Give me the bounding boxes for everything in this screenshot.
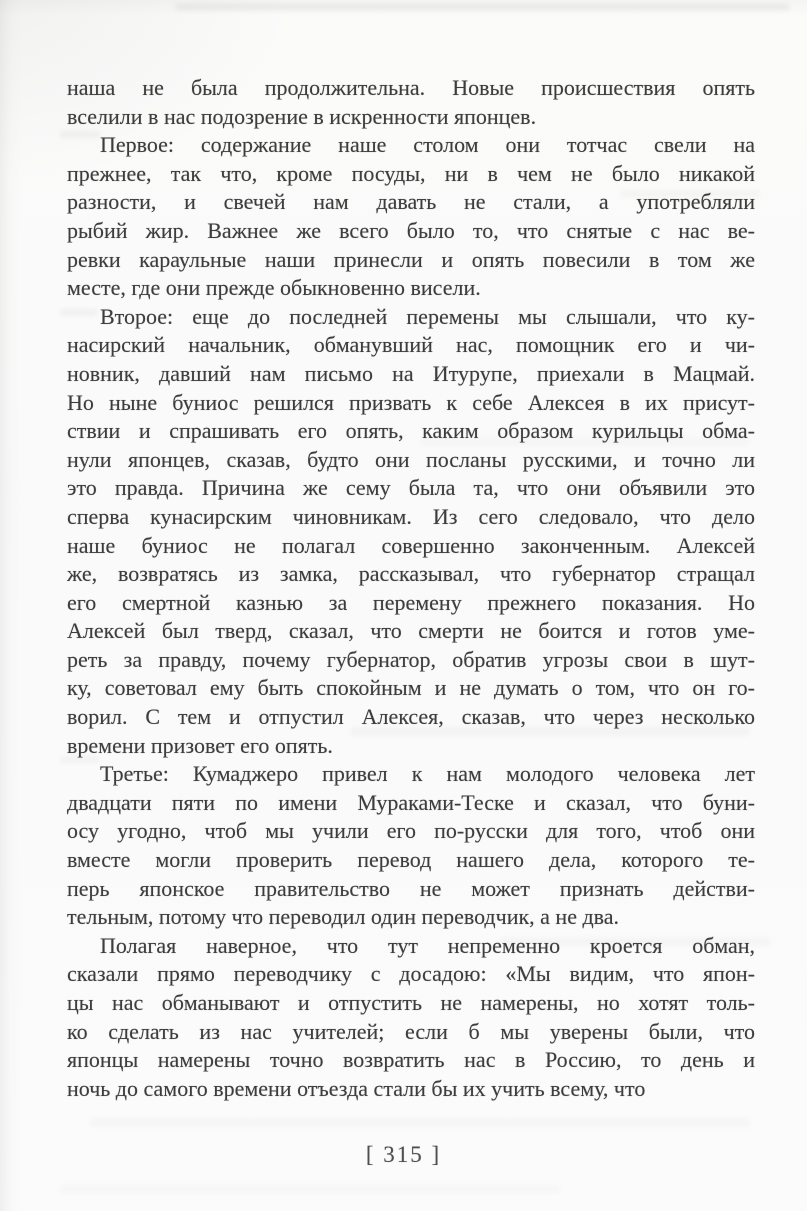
text-line: ку, советовал ему быть спокойным и не думать о том, что он го- (67, 675, 755, 701)
text-line: рыбий жир. Важнее же всего было то, что снятые с нас ве- (67, 217, 755, 243)
text-line: Но ныне буниос решился призвать к себе Алексея в их присут- (67, 389, 755, 415)
text-line: вместе могли проверить перевод нашего дела, которого те- (67, 847, 755, 873)
text-line: Второе: еще до последней перемены мы слышали, что ку- (100, 303, 755, 329)
text-line: ко сделать из нас учителей; если б мы уверены были, что (67, 1018, 755, 1044)
text-line: сказали прямо переводчику с досадою: «Мы видим, что япон- (67, 961, 755, 987)
text-line: прежнее, так что, кроме посуды, ни в чем не было никакой (67, 160, 755, 186)
text-line: нули японцев, сказав, будто они посланы русскими, и точно ли (67, 446, 755, 472)
text-line: ворил. С тем и отпустил Алексея, сказав, что через несколько (67, 704, 755, 730)
page-number: [ 315 ] (365, 1142, 442, 1167)
text-line: наше буниос не полагал совершенно законченным. Алексей (67, 532, 755, 558)
text-line: ревки караульные наши принесли и опять повесили в том же (67, 246, 755, 272)
paragraph (67, 932, 755, 1104)
text-line: новник, давший нам письмо на Итурупе, приехали в Мацмай. (67, 360, 755, 386)
text-line: реть за правду, почему губернатор, обратив угрозы свои в шут- (67, 646, 755, 672)
text-line: наша не была продолжительна. Новые происшествия опять (67, 75, 755, 100)
text-line: Алексей был тверд, сказал, что смерти не боится и готов уме- (67, 618, 755, 644)
paragraph (67, 131, 755, 303)
text-line: вселили в нас подозрение в искренности японцев. (67, 103, 537, 129)
text-line: двадцати пяти по имени Мураками-Теске и сказал, что буни- (67, 789, 755, 815)
text-line: цы нас обманывают и отпустить не намерены, но хотят толь- (67, 990, 755, 1015)
text-line: Первое: содержание наше столом они тотчас свели на (100, 132, 755, 158)
text-line: месте, где они прежде обыкновенно висели. (67, 275, 481, 301)
scan-artifact (175, 4, 790, 10)
paragraph (67, 74, 755, 131)
text-line: ствии и спрашивать его опять, каким образом курильцы обма- (67, 418, 755, 444)
scan-artifact (90, 1118, 750, 1127)
text-line: ночь до самого времени отъезда стали бы их учить всему, что (67, 1075, 646, 1101)
text-line: японцы намерены точно возвратить нас в Россию, то день и (67, 1047, 755, 1073)
text-line: перь японское правительство не может признать действи- (67, 875, 755, 901)
text-line: Третье: Кумаджеро привел к нам молодого человека лет (100, 761, 755, 787)
text-line: это правда. Причина же сему была та, что они объявили это (67, 475, 755, 501)
text-line: Полагая наверное, что тут непременно кроется обман, (100, 932, 755, 958)
text-block (67, 74, 755, 1103)
text-line: времени призовет его опять. (67, 732, 333, 758)
scan-artifact (60, 1185, 560, 1193)
text-line: его смертной казнью за перемену прежнего показания. Но (67, 589, 755, 615)
text-line: тельным, потому что переводил один переводчик, а не два. (67, 904, 620, 930)
text-line: разности, и свечей нам давать не стали, а употребляли (67, 189, 755, 215)
text-line: насирский начальник, обманувший нас, помощник его и чи- (67, 332, 755, 358)
text-line: осу угодно, чтоб мы учили его по-русски для того, чтоб они (67, 818, 755, 844)
paragraph (67, 303, 755, 761)
text-line: сперва кунасирским чиновникам. Из сего следовало, что дело (67, 503, 755, 529)
paragraph (67, 760, 755, 932)
text-line: же, возвратясь из замка, рассказывал, что губернатор стращал (67, 561, 755, 587)
